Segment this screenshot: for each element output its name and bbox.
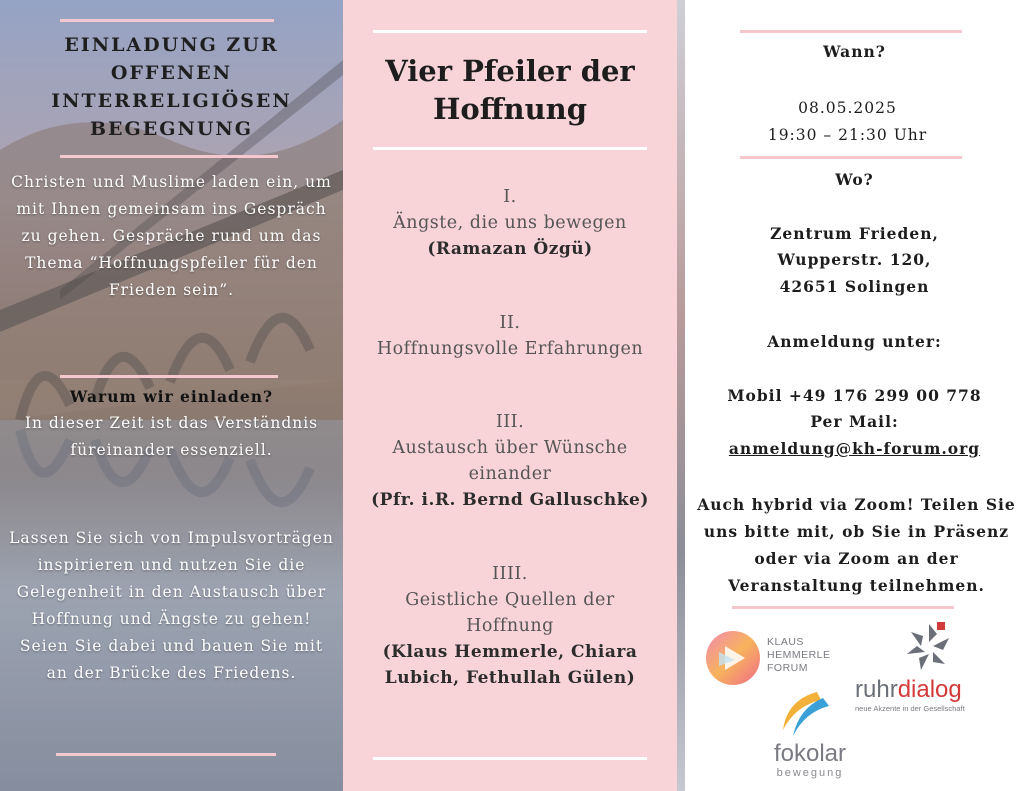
why-text: In dieser Zeit ist das Verständnis füreinander essenziell.	[24, 414, 319, 459]
where-label: Wo?	[835, 170, 874, 189]
register-label: Anmeldung unter:	[767, 332, 942, 351]
fokolar-sub: bewegung	[776, 767, 844, 779]
ruhrdialog-pinwheel-icon	[899, 620, 959, 676]
divider-mid-bottom	[373, 757, 647, 760]
venue-city: 42651 Solingen	[779, 277, 930, 296]
when-label: Wann?	[823, 42, 886, 61]
closing-text: Lassen Sie sich von Impulsvorträgen inspirieren und nutzen Sie die Gelegenheit in den Austausch über Hoffnung und Ängste zu gehen! Seien Sie dabei und bauen Sie mit an der Brücke des Friedens.	[9, 529, 334, 682]
pillar-number: IIII.	[492, 564, 528, 584]
left-panel	[0, 0, 343, 791]
fokolar-swoosh-icon	[777, 690, 837, 738]
venue-name: Zentrum Frieden,	[770, 224, 939, 243]
mail-label: Per Mail:	[810, 412, 899, 431]
ruhrdialog-part2: dialog	[897, 676, 962, 703]
divider-right-top	[740, 30, 962, 33]
photo-edge-strip	[677, 0, 685, 791]
divider-right-bottom	[732, 606, 954, 609]
khf-line2: HEMMERLE	[767, 649, 831, 661]
divider-mid-top	[373, 30, 647, 33]
divider-under-title	[60, 155, 278, 158]
fokolar-name: fokolar	[773, 740, 847, 767]
intro-text: Christen und Muslime laden ein, um mit Ihnen gemeinsam ins Gespräch zu gehen. Gespräche rund um das Thema “Hoffnungspfeiler für den Frieden sein”.	[11, 173, 332, 299]
pillar-name: Hoffnungsvolle Erfahrungen	[376, 339, 644, 359]
pillar-number: II.	[499, 313, 521, 333]
divider-mid-under-title	[373, 147, 647, 150]
why-heading: Warum wir einladen?	[69, 387, 274, 406]
khf-line3: FORUM	[767, 662, 808, 674]
ruhrdialog-tagline: neue Akzente in der Gesellschaft	[855, 704, 965, 713]
right-panel	[677, 0, 1024, 791]
pillar-1	[343, 184, 677, 262]
divider-why	[60, 375, 278, 378]
khf-circle-icon	[705, 630, 761, 686]
divider-bottom	[56, 753, 276, 756]
venue-street: Wupperstr. 120,	[777, 250, 932, 269]
klaus-hemmerle-forum-logo	[705, 628, 845, 688]
ruhrdialog-part1: ruhr	[855, 676, 898, 703]
divider-top	[60, 19, 274, 22]
pillar-number: III.	[495, 412, 525, 432]
divider-right-when	[740, 156, 962, 159]
pillar-speaker: (Klaus Hemmerle, Chiara Lubich, Fethullah Gülen)	[382, 642, 638, 688]
pillar-3	[370, 409, 650, 513]
event-time: 19:30 – 21:30 Uhr	[767, 126, 928, 144]
invitation-title: EINLADUNG ZUR OFFENEN INTERRELIGIÖSEN BEGEGNUNG	[51, 34, 292, 140]
hybrid-note: Auch hybrid via Zoom! Teilen Sie uns bitte mit, ob Sie in Präsenz oder via Zoom an der Veranstaltung teilnehmen.	[697, 495, 1016, 595]
email-link[interactable]: anmeldung@kh-forum.org	[728, 439, 981, 458]
ruhrdialog-logo	[855, 620, 1015, 720]
pillar-number: I.	[503, 187, 517, 207]
middle-panel	[343, 0, 677, 791]
pillar-speaker: (Ramazan Özgü)	[427, 239, 593, 259]
pillar-4	[370, 561, 650, 691]
pillars-title: Vier Pfeiler der Hoffnung	[385, 54, 635, 126]
khf-line1: KLAUS	[767, 636, 804, 648]
pillar-name: Austausch über Wünsche einander	[392, 438, 628, 484]
pillar-name: Geistliche Quellen der Hoffnung	[405, 590, 615, 636]
event-date: 08.05.2025	[798, 99, 897, 117]
fokolar-bewegung-logo	[755, 690, 865, 790]
pillar-name: Ängste, die uns bewegen	[393, 213, 627, 233]
pillar-speaker: (Pfr. i.R. Bernd Galluschke)	[371, 490, 649, 510]
pillar-2	[343, 310, 677, 362]
mobile-number: Mobil +49 176 299 00 778	[727, 386, 982, 405]
